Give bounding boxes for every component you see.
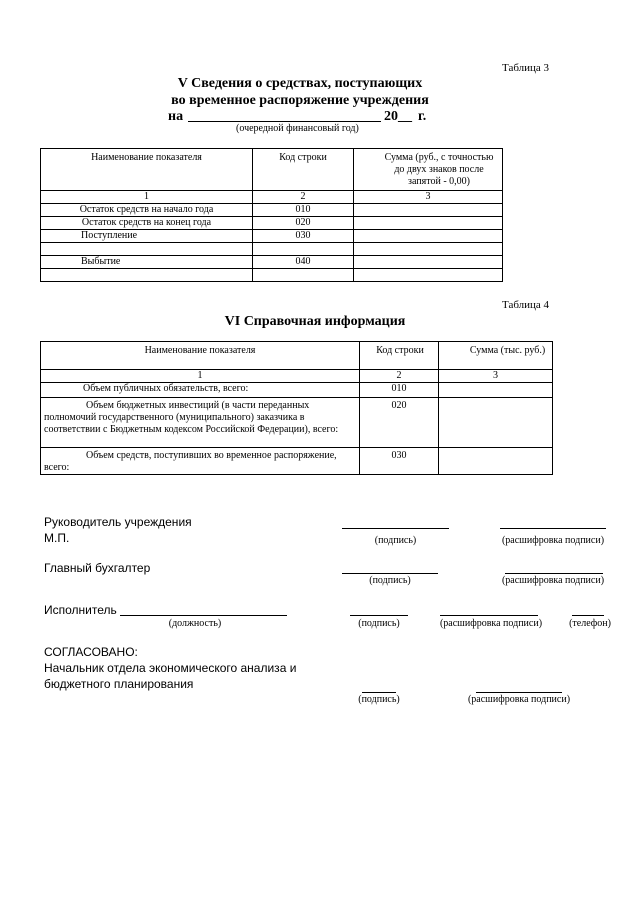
table3-row-code: 040 [253,256,354,269]
table3-label: Таблица 3 [502,62,550,74]
table4-row-name: Объем средств, поступивших во временное распоряжение, всего: [41,448,360,475]
approved-label: СОГЛАСОВАНО: [44,645,138,659]
table3-row-sum[interactable] [354,256,503,269]
executor-position-caption: (должность) [168,618,222,629]
table-row [41,230,503,243]
chief-label-line1: Начальник отдела экономического анализа и [44,661,297,675]
table-row [41,448,553,475]
table3-title-suffix: г. [418,109,427,124]
table4-header-code: Код строки [360,342,439,370]
executor-decoding-line[interactable] [440,615,538,616]
table3-header-name: Наименование показателя [41,149,253,191]
executor-decoding-caption: (расшифровка подписи) [439,618,543,629]
table-row [41,217,503,230]
table3-row-code: 010 [253,204,354,217]
executor-position-line[interactable] [120,615,287,616]
table4-row-name: Объем бюджетных инвестиций (в части переданных полномочий государственного (муниципального) заказчика в соответствии с Бюджетным кодексом Российской Федерации), всего: [41,398,360,448]
chief-decoding-caption: (расшифровка подписи) [467,694,571,705]
table4-title: VI Справочная информация [224,314,406,329]
table3-header-code: Код строки [253,149,354,191]
table-row [41,398,553,448]
head-label: Руководитель учреждения [44,515,192,529]
year-blank-line [188,121,381,122]
table3-header-sum: Сумма (руб., с точностью до двух знаков после запятой - 0,00) [354,149,503,191]
mp-label: М.П. [44,531,70,545]
accountant-signature-caption: (подпись) [369,575,411,586]
table3-row-sum[interactable] [354,204,503,217]
table3-row-code [253,269,354,282]
table3-row-code: 030 [253,230,354,243]
chief-signature-caption: (подпись) [358,694,400,705]
table4-row-code: 030 [360,448,439,475]
table3-row-code [253,243,354,256]
table4-row-code: 020 [360,398,439,448]
head-decoding-line[interactable] [500,528,606,529]
table4-header-name: Наименование показателя [41,342,360,370]
executor-phone-line[interactable] [572,615,604,616]
accountant-decoding-line[interactable] [505,573,603,574]
executor-label: Исполнитель [44,603,117,617]
table3-title-line2: во временное распоряжение учреждения [171,93,429,108]
table-row [41,269,503,282]
table-row [41,256,503,269]
accountant-signature-line[interactable] [342,573,438,574]
table4-row-sum[interactable] [439,398,553,448]
table3-row-sum[interactable] [354,243,503,256]
head-signature-caption: (подпись) [374,535,417,546]
table-row [41,204,503,217]
table3-row-sum[interactable] [354,217,503,230]
table3-row-name: Остаток средств на начало года [41,204,253,217]
table3-colnum-1: 1 [41,191,253,204]
table3-title-line1: V Сведения о средствах, поступающих [177,76,423,91]
table3-row-name: Поступление [41,230,253,243]
table3-subcaption: (очередной финансовый год) [236,123,359,134]
table3-row-name: Выбытие [41,256,253,269]
head-decoding-caption: (расшифровка подписи) [501,535,605,546]
table-row [41,383,553,398]
table4-row-name: Объем публичных обязательств, всего: [41,383,360,398]
accountant-decoding-caption: (расшифровка подписи) [501,575,605,586]
table4-row-sum[interactable] [439,383,553,398]
table3-title-prefix: на [168,109,184,124]
table4-header-sum: Сумма (тыс. руб.) [439,342,553,370]
executor-signature-caption: (подпись) [358,618,400,629]
table3 [40,148,503,282]
table3-row-name: Остаток средств на конец года [41,217,253,230]
executor-signature-line[interactable] [350,615,408,616]
table4-row-sum[interactable] [439,448,553,475]
table3-colnum-3: 3 [354,191,503,204]
chief-decoding-line[interactable] [476,692,562,693]
table4-colnum-3: 3 [439,370,553,383]
table3-row-sum[interactable] [354,230,503,243]
accountant-label: Главный бухгалтер [44,561,151,575]
table3-colnum-2: 2 [253,191,354,204]
head-signature-line[interactable] [342,528,449,529]
table3-row-code: 020 [253,217,354,230]
table4 [40,341,553,475]
table4-row-code: 010 [360,383,439,398]
chief-label-line2: бюджетного планирования [44,677,194,691]
table3-row-name [41,243,253,256]
chief-signature-line[interactable] [362,692,396,693]
table3-row-name [41,269,253,282]
executor-phone-caption: (телефон) [569,618,611,629]
table3-row-sum[interactable] [354,269,503,282]
table4-label: Таблица 4 [502,299,550,311]
table-row [41,243,503,256]
table3-title-year: 20__ [384,109,412,124]
table4-colnum-2: 2 [360,370,439,383]
table4-colnum-1: 1 [41,370,360,383]
